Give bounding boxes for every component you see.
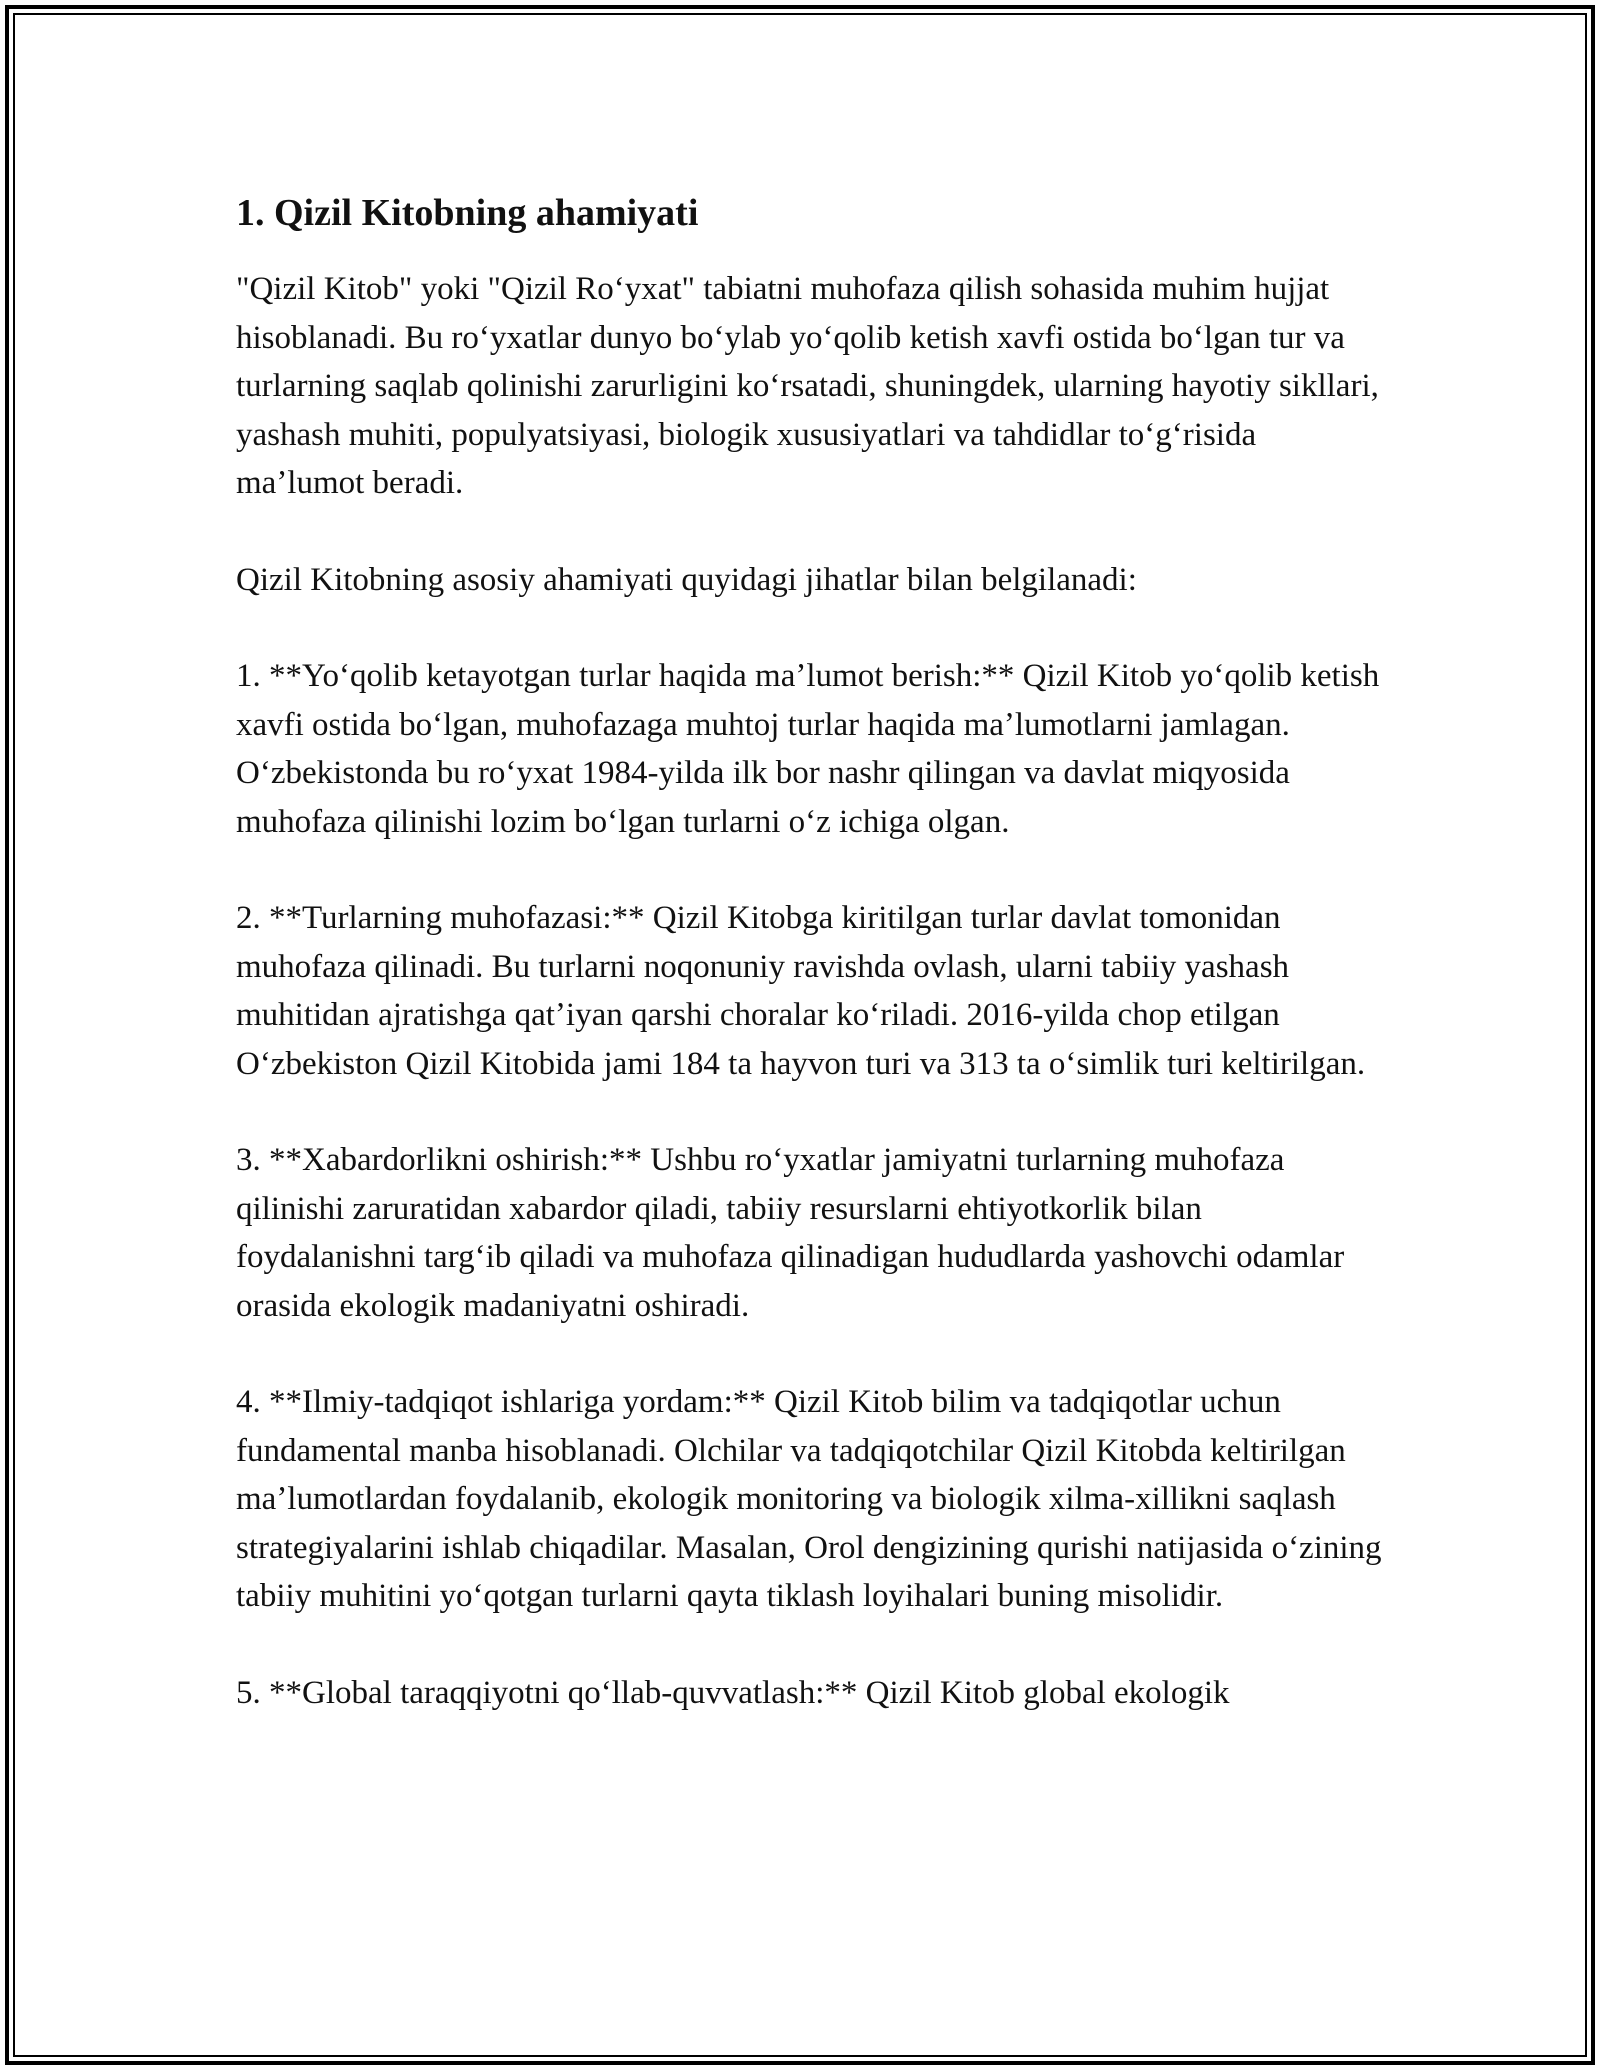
lead-in-paragraph: Qizil Kitobning asosiy ahamiyati quyidagi jihatlar bilan belgilanadi: xyxy=(236,561,1137,598)
intro-paragraph: "Qizil Kitob" yoki "Qizil Roʻyxat" tabiatni muhofaza qilish sohasida muhim hujjat hisoblanadi. Bu roʻyxatlar dunyo boʻylab yoʻqolib ketish xavfi ostida boʻlgan tur va turlarning saqlab qolinishi zarurligini koʻrsatadi, shuningdek, ularning hayotiy sikllari, yashash muhiti, populyatsiyasi, biologik xususiyatlari va tahdidlar toʻgʻrisida maʼlumot beradi. xyxy=(236,271,1379,501)
list-item-2: 2. **Turlarning muhofazasi:** Qizil Kitobga kiritilgan turlar davlat tomonidan muhofaza qilinadi. Bu turlarni noqonuniy ravishda ovlash, ularni tabiiy yashash muhitidan ajratishga qatʼiyan qarshi choralar koʻriladi. 2016-yilda chop etilgan Oʻzbekiston Qizil Kitobida jami 184 ta hayvon turi va 313 ta oʻsimlik turi keltirilgan. xyxy=(236,900,1366,1082)
document-body xyxy=(236,185,1386,1717)
list-item-5: 5. **Global taraqqiyotni qoʻllab-quvvatlash:** Qizil Kitob global ekologik xyxy=(236,1674,1230,1711)
section-heading: 1. Qizil Kitobning ahamiyati xyxy=(236,192,699,234)
list-item-4: 4. **Ilmiy-tadqiqot ishlariga yordam:** Qizil Kitob bilim va tadqiqotlar uchun fundamental manba hisoblanadi. Olchilar va tadqiqotchilar Qizil Kitobda keltirilgan maʼlumotlardan foydalanib, ekologik monitoring va biologik xilma-xillikni saqlash strategiyalarini ishlab chiqadilar. Masalan, Orol dengizining qurishi natijasida oʻzining tabiiy muhitini yoʻqotgan turlarni qayta tiklash loyihalari buning misolidir. xyxy=(236,1384,1382,1614)
list-item-1: 1. **Yoʻqolib ketayotgan turlar haqida maʼlumot berish:** Qizil Kitob yoʻqolib ketish xavfi ostida boʻlgan, muhofazaga muhtoj turlar haqida maʼlumotlarni jamlagan. Oʻzbekistonda bu roʻyxat 1984-yilda ilk bor nashr qilingan va davlat miqyosida muhofaza qilinishi lozim boʻlgan turlarni oʻz ichiga olgan. xyxy=(236,658,1380,840)
list-item-3: 3. **Xabardorlikni oshirish:** Ushbu roʻyxatlar jamiyatni turlarning muhofaza qilinishi zaruratidan xabardor qiladi, tabiiy resurslarni ehtiyotkorlik bilan foydalanishni targʻib qiladi va muhofaza qilinadigan hududlarda yashovchi odamlar orasida ekologik madaniyatni oshiradi. xyxy=(236,1142,1345,1324)
